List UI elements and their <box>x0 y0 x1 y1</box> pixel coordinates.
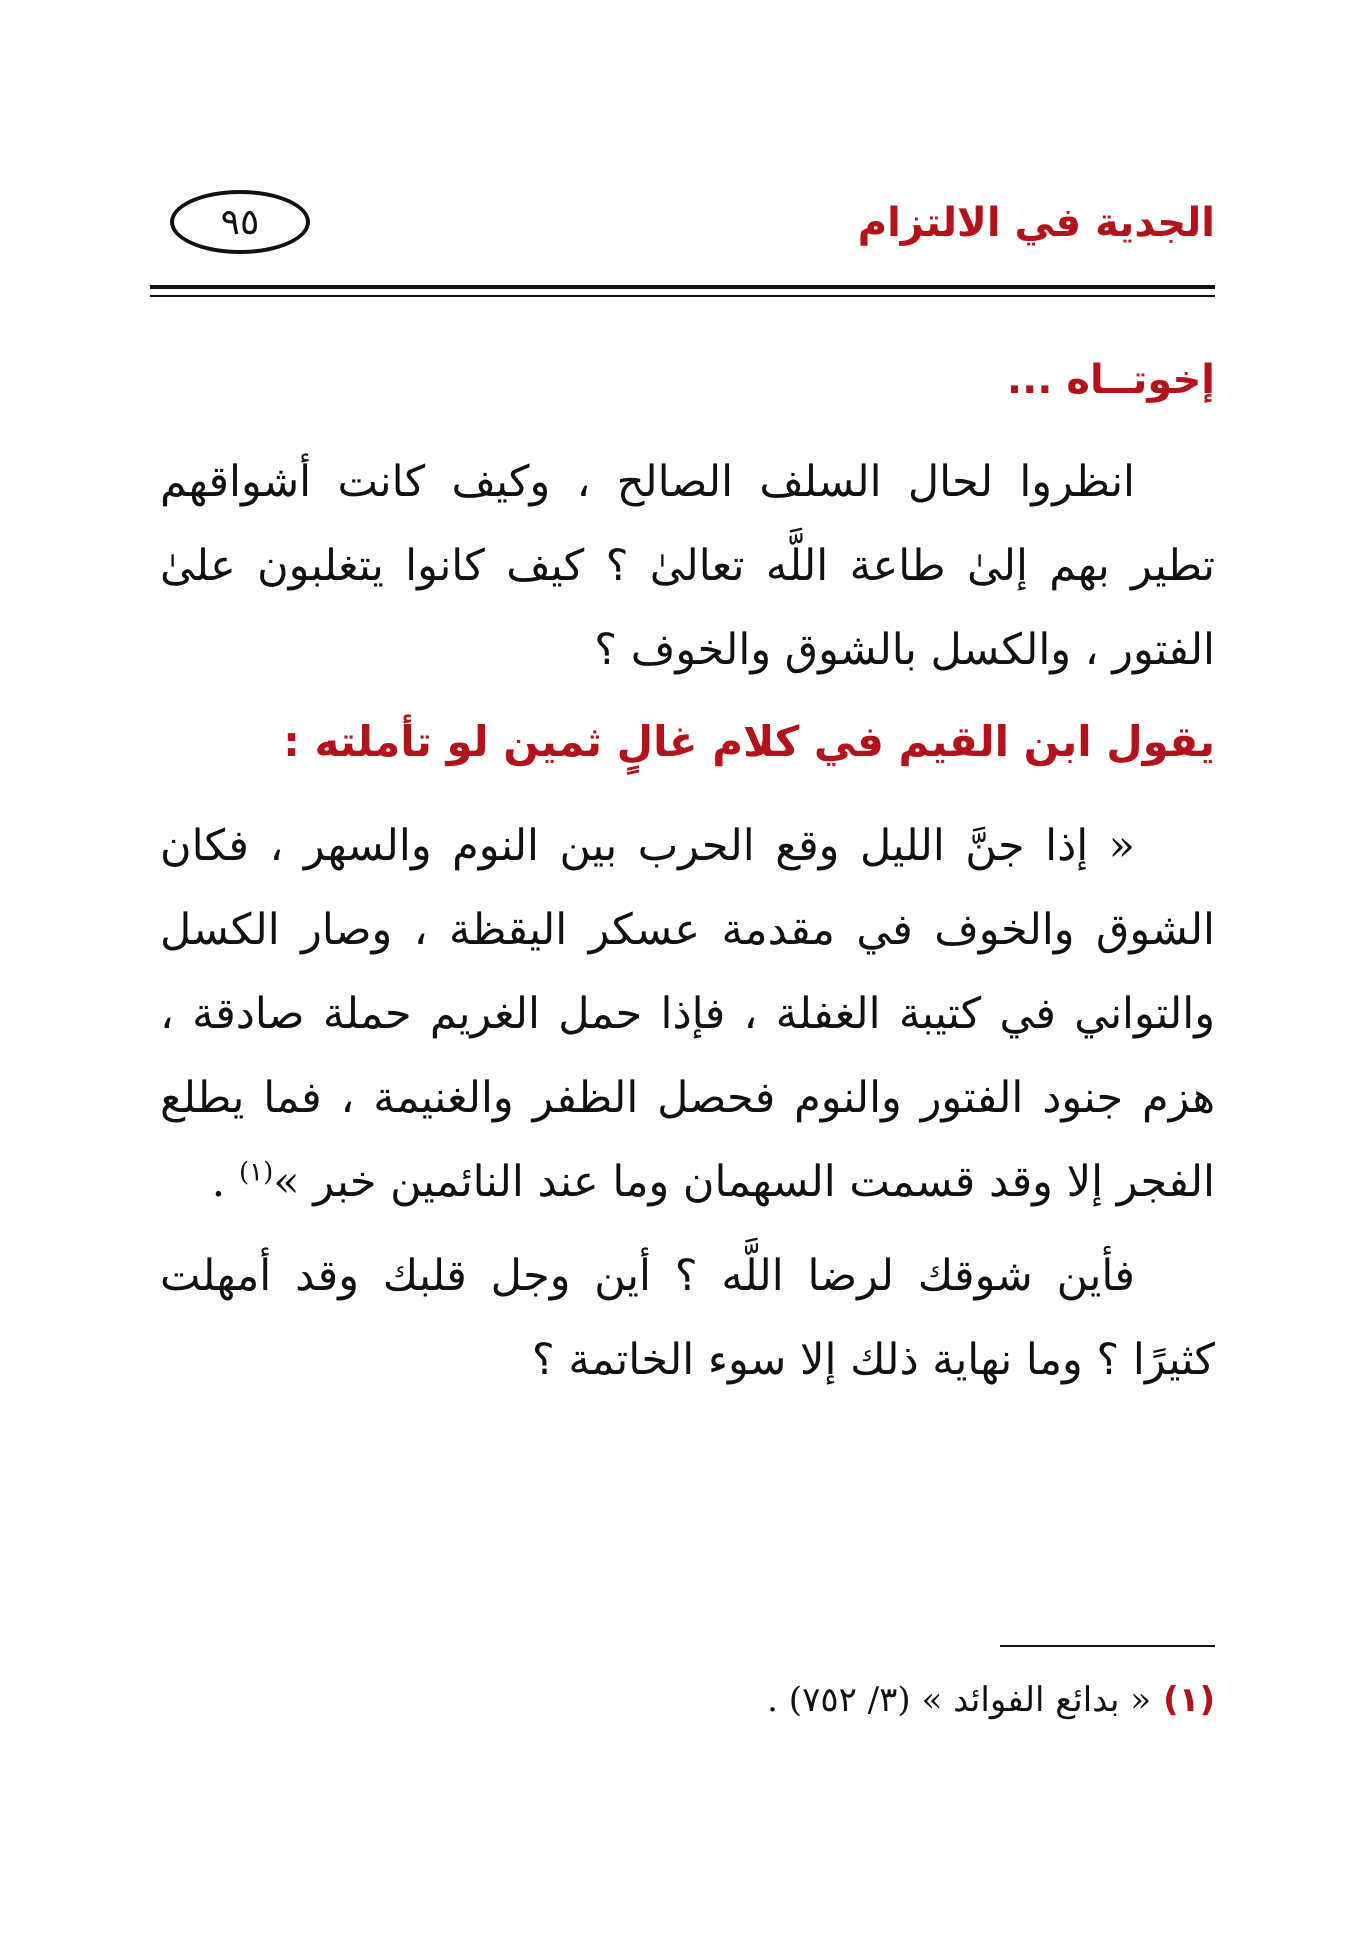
quote-paragraph <box>160 804 1215 1224</box>
paragraph-intro: انظروا لحال السلف الصالح ، وكيف كانت أشواقهم تطير بهم إلىٰ طاعة اللَّه تعالىٰ ؟ كيف كانوا يتغلبون علىٰ الفتور ، والكسل بالشوق والخوف ؟ <box>160 457 1215 675</box>
footnote-item <box>160 1670 1215 1730</box>
footnotes <box>160 1670 1215 1730</box>
footnote-marker: (١) <box>1163 1680 1215 1720</box>
main-content <box>160 340 1215 1412</box>
quote-trailing: . <box>211 1157 239 1207</box>
header-title: الجدية في الالتزام <box>857 200 1215 246</box>
header-rule-thin <box>150 295 1215 297</box>
footnote-reference[interactable]: (١) <box>238 1157 274 1188</box>
footnote-rule <box>1000 1645 1215 1647</box>
section-heading: إخوتــاه ... <box>1006 357 1215 403</box>
paragraph-closing: فأين شوقك لرضا اللَّه ؟ أين وجل قلبك وقد أمهلت كثيرًا ؟ وما نهاية ذلك إلا سوء الخاتمة ؟ <box>160 1251 1215 1385</box>
running-header <box>150 190 1215 290</box>
page-number: ٩٥ <box>170 190 310 254</box>
footnote-text: « بدائع الفوائد » (٣/ ٧٥٢) . <box>767 1680 1152 1720</box>
quote-heading: يقول ابن القيم في كلام غالٍ ثمين لو تأملته : <box>283 717 1215 766</box>
quote-text: « إذا جنَّ الليل وقع الحرب بين النوم والسهر ، فكان الشوق والخوف في مقدمة عسكر اليقظة ، وصار الكسل والتواني في كتيبة الغفلة ، فإذا حمل الغريم حملة صادقة ، هزم جنود الفتور والنوم فحصل الظفر والغنيمة ، فما يطلع الفجر إلا وقد قسمت السهمان وما عند النائمين خبر » <box>160 821 1215 1207</box>
header-rule-thick <box>150 285 1215 289</box>
